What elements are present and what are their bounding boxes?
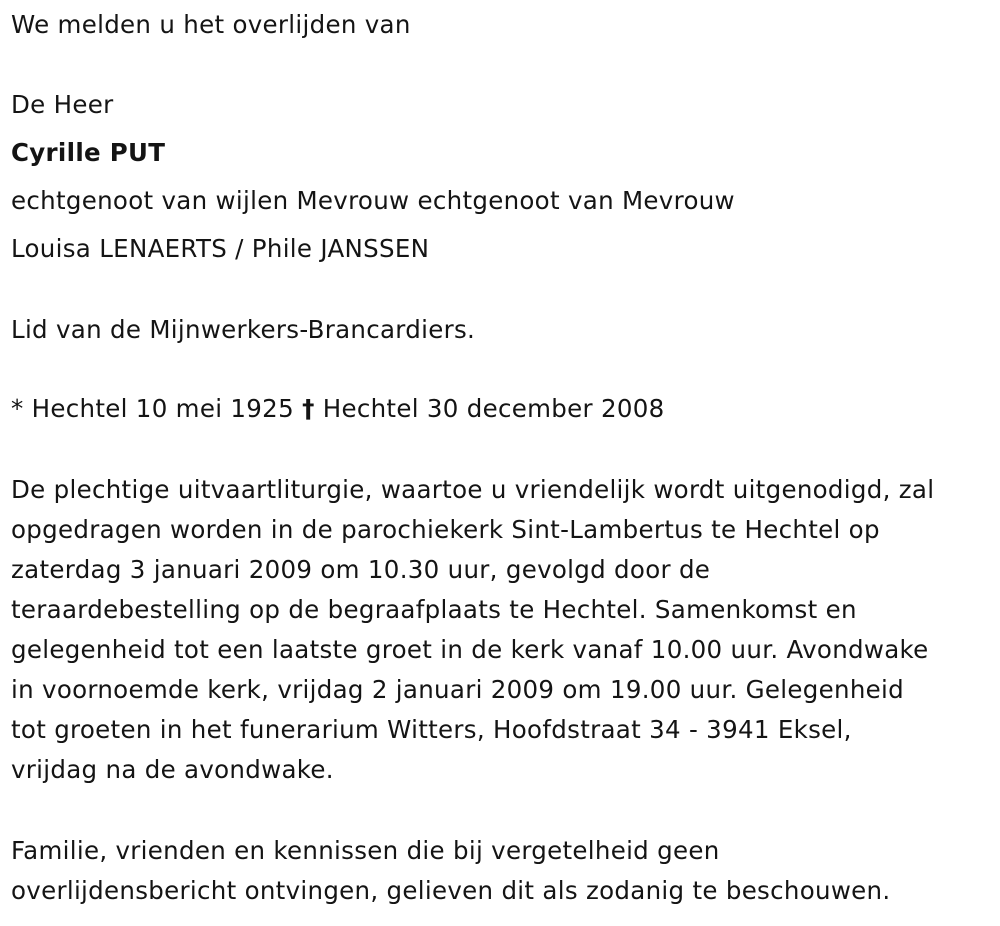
funeral-line: tot groeten in het funerarium Witters, Hoofdstraat 34 - 3941 Eksel, [11,715,852,744]
closing-line: overlijdensbericht ontvingen, gelieven dit als zodanig te beschouwen. [11,876,891,905]
deceased-name: Cyrille PUT [11,138,166,167]
intro-text: We melden u het overlijden van [11,10,411,39]
funeral-line: gelegenheid tot een laatste groet in de kerk vanaf 10.00 uur. Avondwake [11,635,929,664]
funeral-line: in voornoemde kerk, vrijdag 2 januari 2009 om 19.00 uur. Gelegenheid [11,675,904,704]
cross-icon: † [302,394,315,423]
life-dates [11,389,665,429]
birth-date: * Hechtel 10 mei 1925 [11,394,294,423]
spouse-names: Louisa LENAERTS / Phile JANSSEN [11,234,430,263]
honorific: De Heer [11,90,114,119]
funeral-line: vrijdag na de avondwake. [11,755,334,784]
funeral-line: teraardebestelling op de begraafplaats te Hechtel. Samenkomst en [11,595,857,624]
funeral-line: opgedragen worden in de parochiekerk Sint-Lambertus te Hechtel op [11,515,880,544]
funeral-line: zaterdag 3 januari 2009 om 10.30 uur, gevolgd door de [11,555,711,584]
spouse-relation: echtgenoot van wijlen Mevrouw echtgenoot van Mevrouw [11,186,735,215]
funeral-line: De plechtige uitvaartliturgie, waartoe u vriendelijk wordt uitgenodigd, zal [11,475,935,504]
membership-text: Lid van de Mijnwerkers-Brancardiers. [11,315,476,344]
closing-line: Familie, vrienden en kennissen die bij vergetelheid geen [11,836,720,865]
death-date: Hechtel 30 december 2008 [322,394,665,423]
